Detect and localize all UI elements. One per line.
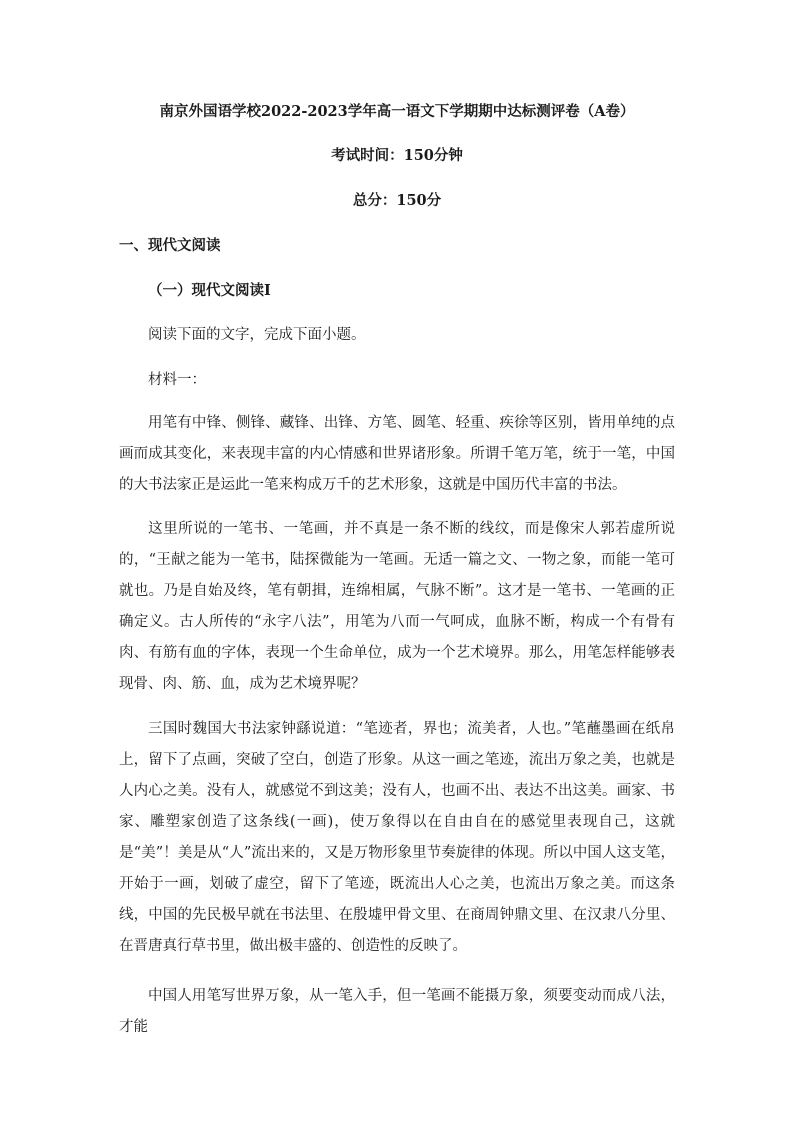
- subsection-heading: （一）现代文阅读Ⅰ: [148, 282, 271, 299]
- instruction-text: 阅读下面的文字，完成下面小题。: [148, 327, 366, 343]
- material-label: 材料一：: [148, 372, 206, 388]
- body-paragraph: 中国人用笔写世界万象，从一笔入手，但一笔画不能摄万象，须要变动而成八法，才能: [119, 988, 675, 1035]
- body-paragraph: 三国时魏国大书法家钟繇说道：“笔迹者，界也；流美者，人也。”笔蘸墨画在纸帛上，留下了点画，突破了空白，创造了形象。从这一画之笔迹，流出万象之美，也就是人内心之美。没有人，就感觉不到这美；没有人，也画不出、表达不出这美。画家、书家、雕塑家创造了这条线(一画)，使万象得以在自由自在的感觉里表现自己，这就是“美”！美是从“人”流出来的，又是万物形象里节奏旋律的体现。所以中国人这支笔，开始于一画，划破了虚空，留下了笔迹，既流出人心之美，也流出万象之美。而这条线，中国的先民极早就在书法里、在殷墟甲骨文里、在商周钟鼎文里、在汉隶八分里、在晋唐真行草书里，做出极丰盛的、创造性的反映了。: [119, 721, 675, 954]
- section-heading: 一、现代文阅读: [119, 237, 221, 254]
- exam-title: 南京外国语学校2022-2023学年高一语文下学期期中达标测评卷（A卷）: [159, 103, 635, 120]
- total-score: 总分：150分: [352, 192, 442, 209]
- exam-time: 考试时间：150分钟: [331, 147, 463, 164]
- body-paragraph: 用笔有中锋、侧锋、藏锋、出锋、方笔、圆笔、轻重、疾徐等区别，皆用单纯的点画而成其变化，来表现丰富的内心情感和世界诸形象。所谓千笔万笔，统于一笔，中国的大书法家正是运此一笔来构成万千的艺术形象，这就是中国历代丰富的书法。: [119, 415, 675, 493]
- body-paragraph: 这里所说的一笔书、一笔画，并不真是一条不断的线纹，而是像宋人郭若虚所说的，“王献之能为一笔书，陆探微能为一笔画。无适一篇之文、一物之象，而能一笔可就也。乃是自始及终，笔有朝揖，连绵相属，气脉不断”。这才是一笔书、一笔画的正确定义。古人所传的“永字八法”，用笔为八而一气呵成，血脉不断，构成一个有骨有肉、有筋有血的字体，表现一个生命单位，成为一个艺术境界。那么，用笔怎样能够表现骨、肉、筋、血，成为艺术境界呢？: [119, 521, 675, 692]
